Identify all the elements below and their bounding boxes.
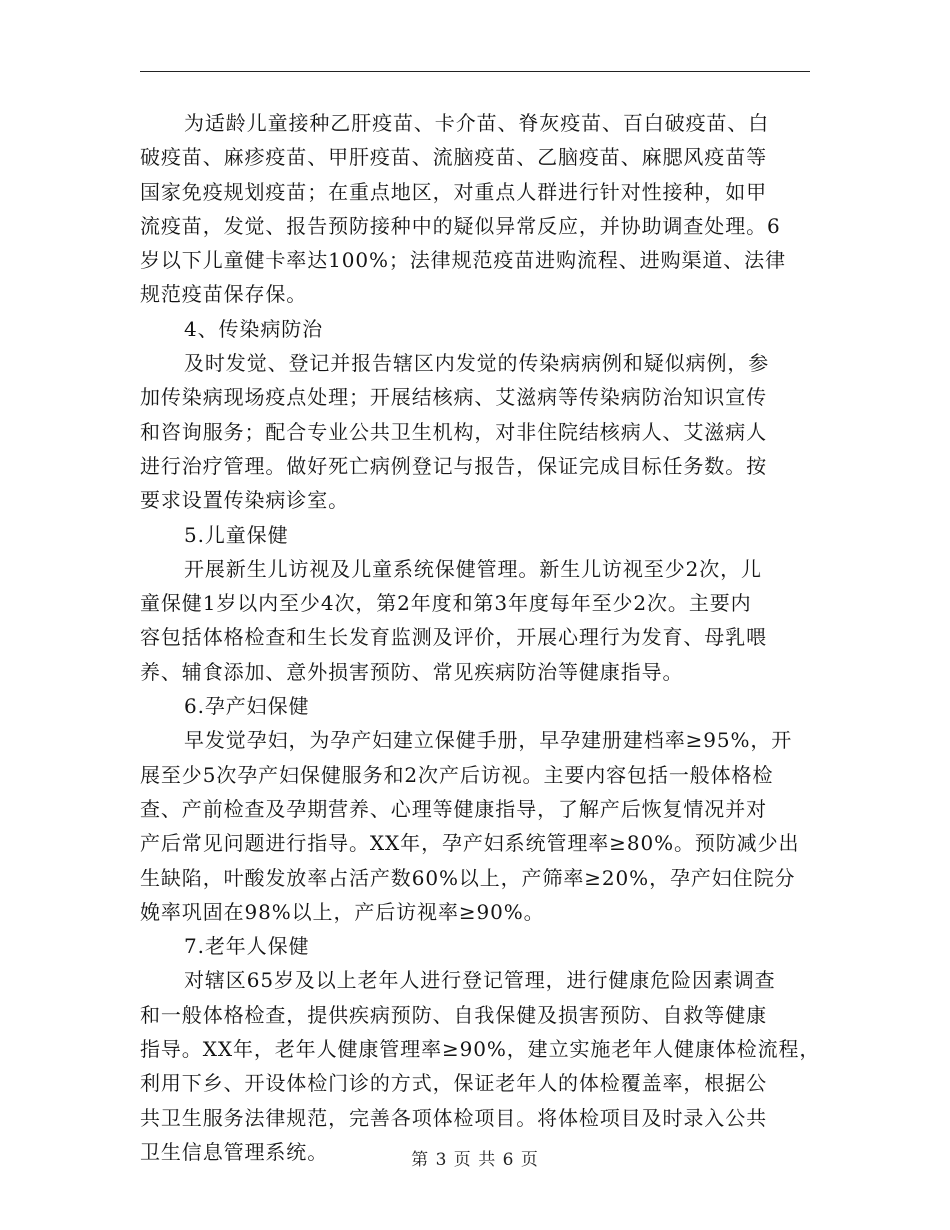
paragraph-line: 岁以下儿童健卡率达100%；法律规范疫苗进购流程、进购渠道、法律 <box>140 248 786 273</box>
paragraph-line: 展至少5次孕产妇保健服务和2次产后访视。主要内容包括一般体格检 <box>140 762 774 787</box>
paragraph-line: 开展新生儿访视及儿童系统保健管理。新生儿访视至少2次，儿 <box>184 556 762 581</box>
paragraph-line: 流疫苗，发觉、报告预防接种中的疑似异常反应，并协助调查处理。6 <box>140 213 781 238</box>
paragraph-line: 为适龄儿童接种乙肝疫苗、卡介苗、脊灰疫苗、百白破疫苗、白 <box>184 111 770 135</box>
section-heading: 7.老年人保健 <box>184 934 310 959</box>
paragraph-line: 指导。XX年，老年人健康管理率≥90%，建立实施老年人健康体检流程， <box>140 1037 821 1062</box>
section-heading: 6.孕产妇保健 <box>184 694 310 719</box>
header-rule <box>140 71 810 72</box>
paragraph-line: 利用下乡、开设体检门诊的方式，保证老年人的体检覆盖率，根据公 <box>140 1071 767 1096</box>
paragraph-line: 产后常见问题进行指导。XX年，孕产妇系统管理率≥80%。预防减少出 <box>140 831 800 856</box>
paragraph-line: 规范疫苗保存保。 <box>140 282 308 307</box>
paragraph-line: 查、产前检查及孕期营养、心理等健康指导，了解产后恢复情况并对 <box>140 796 767 821</box>
paragraph-line: 早发觉孕妇，为孕产妇建立保健手册，早孕建册建档率≥95%，开 <box>184 728 793 753</box>
section-heading: 5.儿童保健 <box>184 522 289 547</box>
paragraph-line: 破疫苗、麻疹疫苗、甲肝疫苗、流脑疫苗、乙脑疫苗、麻腮风疫苗等 <box>140 145 767 170</box>
paragraph-line: 容包括体格检查和生长发育监测及评价，开展心理行为发育、母乳喂 <box>140 625 767 650</box>
paragraph-line: 生缺陷，叶酸发放率占活产数60%以上，产筛率≥20%，孕产妇住院分 <box>140 865 796 890</box>
paragraph-line: 共卫生服务法律规范，完善各项体检项目。将体检项目及时录入公共 <box>140 1105 767 1130</box>
paragraph-line: 和一般体格检查，提供疾病预防、自我保健及损害预防、自救等健康 <box>140 1002 767 1027</box>
paragraph-line: 童保健1岁以内至少4次，第2年度和第3年度每年至少2次。主要内 <box>140 591 752 616</box>
paragraph-line: 进行治疗管理。做好死亡病例登记与报告，保证完成目标任务数。按 <box>140 453 767 478</box>
page-number-footer: 第 3 页 共 6 页 <box>411 1150 539 1170</box>
paragraph-line: 国家免疫规划疫苗；在重点地区，对重点人群进行针对性接种，如甲 <box>140 179 767 204</box>
paragraph-line: 卫生信息管理系统。 <box>140 1139 329 1164</box>
paragraph-line: 及时发觉、登记并报告辖区内发觉的传染病病例和疑似病例，参 <box>184 351 770 376</box>
paragraph-line: 和咨询服务；配合专业公共卫生机构，对非住院结核病人、艾滋病人 <box>140 419 767 444</box>
paragraph-line: 养、辅食添加、意外损害预防、常见疾病防治等健康指导。 <box>140 659 684 684</box>
paragraph-line: 要求设置传染病诊室。 <box>140 488 349 513</box>
section-heading: 4、传染病防治 <box>184 316 324 341</box>
paragraph-line: 娩率巩固在98%以上，产后访视率≥90%。 <box>140 899 545 924</box>
paragraph-line: 加传染病现场疫点处理；开展结核病、艾滋病等传染病防治知识宣传 <box>140 385 767 410</box>
paragraph-line: 对辖区65岁及以上老年人进行登记管理，进行健康危险因素调查 <box>184 968 776 993</box>
body-text <box>140 106 820 1169</box>
